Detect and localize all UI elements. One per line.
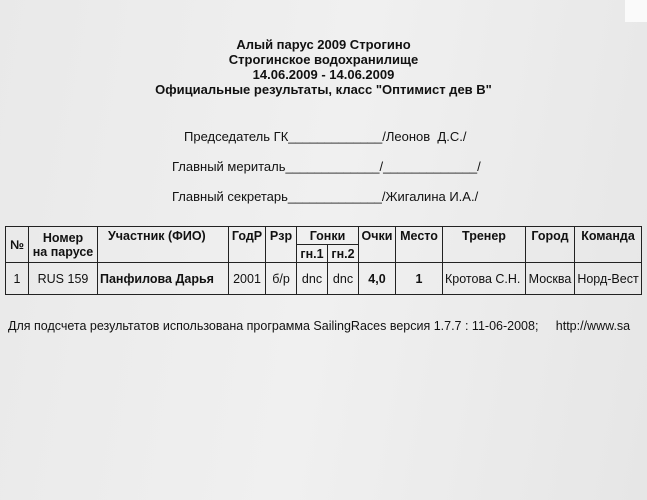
col-races-header: Гонки [297,227,359,245]
cell-race2: dnc [328,263,359,295]
cell-num: 1 [6,263,29,295]
col-race2-header: гн.2 [328,245,359,263]
cell-place: 1 [396,263,443,295]
software-footer: Для подсчета результатов использована программа SailingRaces версия 1.7.7 : 11-06-2008; http://www.sa [8,319,631,333]
cell-team: Норд-Вест [575,263,642,295]
table-header-row [6,227,642,245]
table-row [6,263,642,295]
col-year-header: ГодР [229,227,266,263]
date-range: 14.06.2009 - 14.06.2009 [252,67,395,82]
cell-coach: Кротова С.Н. [443,263,526,295]
col-team-header: Команда [575,227,642,263]
cell-points: 4,0 [359,263,396,295]
cell-city: Москва [526,263,575,295]
col-points-header: Очки [359,227,396,263]
col-rank-header: Рзр [266,227,297,263]
col-name-header: Участник (ФИО) [98,227,229,263]
col-num-header: № [6,227,29,263]
cell-race1: dnc [297,263,328,295]
cell-year: 2001 [229,263,266,295]
regatta-title: Алый парус 2009 Строгино [236,37,411,52]
signature-secretary: Главный секретарь_____________/Жигалина И.А./ [172,189,479,204]
results-class-title: Официальные результаты, класс "Оптимист дев В" [155,82,492,97]
page-corner [625,0,647,22]
signature-chief-measurer: Главный мериталь_____________/_____________/ [172,159,481,174]
cell-name: Панфилова Дарья [98,263,229,295]
col-sail-header: Номер на парусе [29,227,98,263]
signature-chairman: Председатель ГК_____________/Леонов Д.С./ [184,129,467,144]
results-table [5,226,642,295]
col-place-header: Место [396,227,443,263]
col-coach-header: Тренер [443,227,526,263]
cell-rank: б/р [266,263,297,295]
venue-title: Строгинское водохранилище [228,52,419,67]
cell-sail: RUS 159 [29,263,98,295]
col-race1-header: гн.1 [297,245,328,263]
col-city-header: Город [526,227,575,263]
